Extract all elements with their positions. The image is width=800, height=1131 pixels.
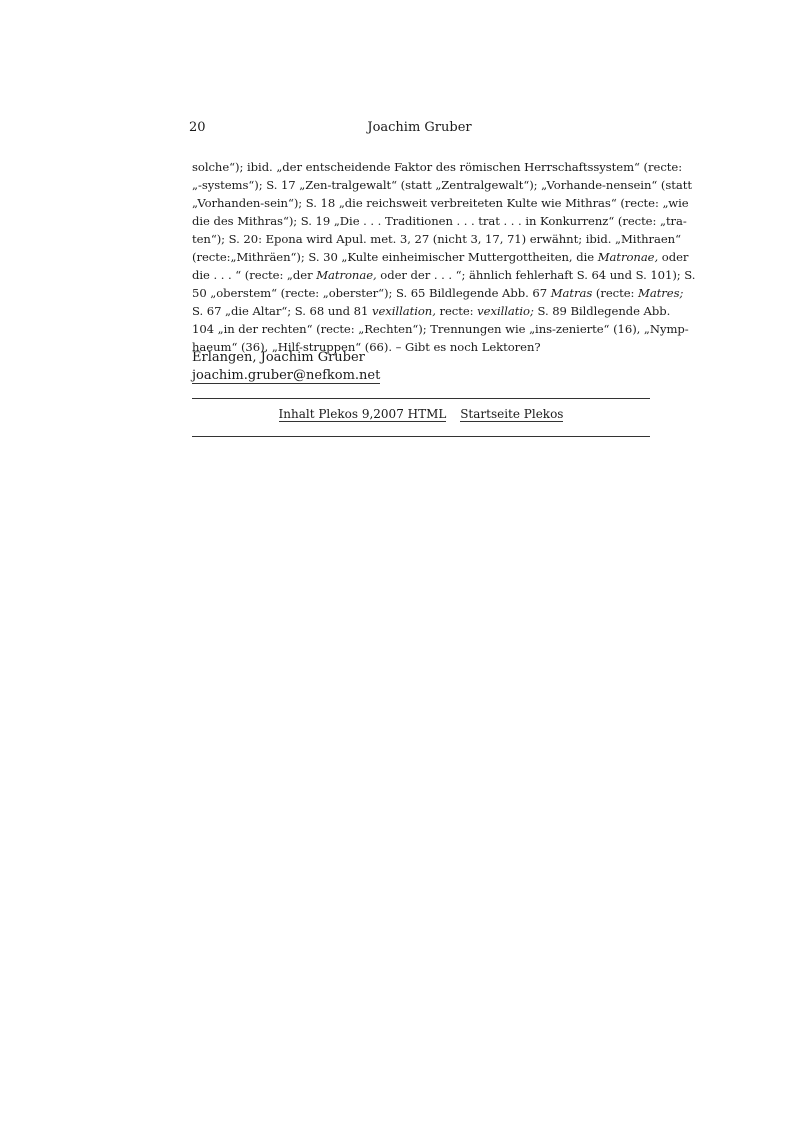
text-line: ten“); S. 20: Epona wird Apul. met. 3, 27 (nicht 3, 17, 71) erwähnt; ibid. „Mithraen“ (192, 232, 681, 246)
text-line: solche“); ibid. „der entscheidende Faktor des römischen Herrschaftssystem“ (recte: (192, 160, 683, 174)
email-link[interactable]: joachim.gruber@nefkom.net (192, 368, 381, 383)
text-line: 104 „in der rechten“ (recte: „Rechten“); Trennungen wie „ins-zenierte“ (16), „Nymp- (192, 322, 689, 336)
text-line: haeum“ (36), „Hilf-struppen“ (66). – Gibt es noch Lektoren? (192, 340, 541, 354)
home-link[interactable]: Startseite Plekos (460, 407, 564, 421)
author-place: Erlangen, Joachim Gruber (192, 350, 365, 365)
text-line: die . . . “ (recte: „der Matronae, oder der . . . “; ähnlich fehlerhaft S. 64 und S. 101); S. (192, 268, 696, 282)
text-line: (recte:„Mithräen“); S. 30 „Kulte einheimischer Muttergottheiten, die Matronae, oder (192, 250, 689, 264)
divider-top (192, 398, 650, 399)
text-line: die des Mithras“); S. 19 „Die . . . Traditionen . . . trat . . . in Konkurrenz“ (recte: „tra- (192, 214, 687, 228)
text-line: „Vorhanden-sein“); S. 18 „die reichsweit verbreiteten Kulte wie Mithras“ (recte: „wie (192, 196, 689, 210)
signature-block (192, 349, 380, 385)
page-number: 20 (189, 120, 206, 135)
running-head: Joachim Gruber (367, 120, 472, 135)
review-text (192, 158, 696, 356)
footer-nav (192, 405, 650, 423)
text-line: „-systems“); S. 17 „Zen-tralgewalt“ (statt „Zentralgewalt“); „Vorhande-nensein“ (statt (192, 178, 692, 192)
contents-link[interactable]: Inhalt Plekos 9,2007 HTML (278, 407, 447, 421)
divider-bottom (192, 436, 650, 437)
text-line: 50 „oberstem“ (recte: „oberster“); S. 65 Bildlegende Abb. 67 Matras (recte: Matres; (192, 286, 684, 300)
text-line: S. 67 „die Altar“; S. 68 und 81 vexillation, recte: vexillatio; S. 89 Bildlegende Abb. (192, 304, 671, 318)
page-header (189, 119, 650, 137)
